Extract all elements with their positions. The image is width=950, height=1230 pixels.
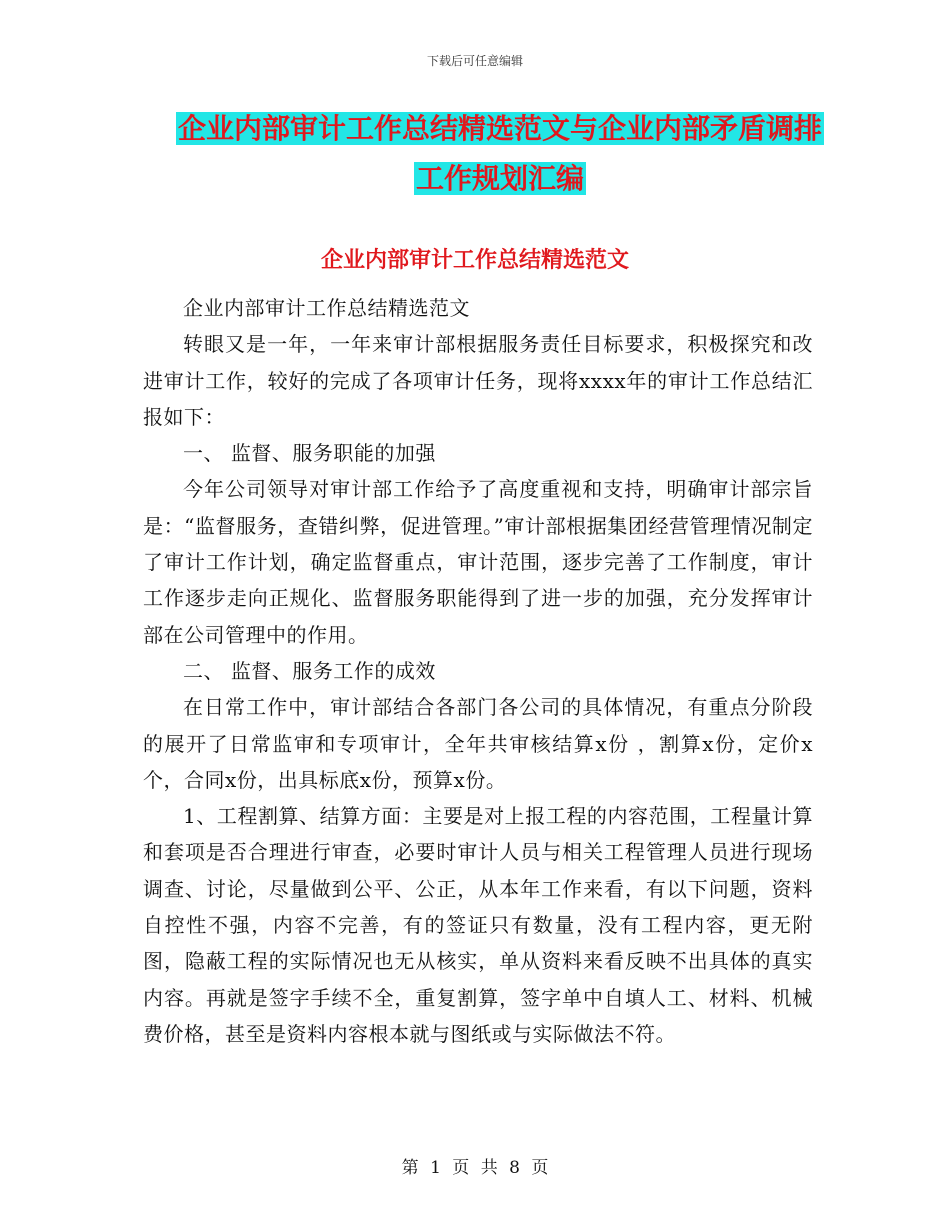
main-title-line-1: 企业内部审计工作总结精选范文与企业内部矛盾调排 bbox=[177, 112, 822, 145]
paragraph-heading: 一、 监督、服务职能的加强 bbox=[183, 441, 436, 466]
paragraph: 今年公司领导对审计部工作给予了高度重视和支持，明确审计部宗旨是：“监督服务，查错纠弊，促进管理。”审计部根据集团经营管理情况制定了审计工作计划，确定监督重点，审计范围，逐步完善了工作制度，审计工作逐步走向正规化、监督服务职能得到了进一步的加强，充分发挥审计部在公司管理中的作用。 bbox=[143, 477, 813, 647]
page-footer: 第 1 页 共 8 页 bbox=[401, 1158, 549, 1178]
document-body bbox=[143, 290, 813, 1052]
main-title-line-2: 工作规划汇编 bbox=[415, 162, 584, 195]
paragraph: 转眼又是一年，一年来审计部根据服务责任目标要求，积极探究和改进审计工作，较好的完成了各项审计任务，现将xxxx年的审计工作总结汇报如下： bbox=[143, 332, 813, 429]
paragraph: 在日常工作中，审计部结合各部门各公司的具体情况，有重点分阶段的展开了日常监审和专项审计，全年共审核结算x份 ，割算x份，定价x个，合同x份，出具标底x份，预算x份。 bbox=[143, 695, 813, 792]
paragraph: 1、工程割算、结算方面：主要是对上报工程的内容范围，工程量计算和套项是否合理进行审查，必要时审计人员与相关工程管理人员进行现场调查、讨论，尽量做到公平、公正，从本年工作来看，有以下问题，资料自控性不强，内容不完善，有的签证只有数量，没有工程内容，更无附图，隐蔽工程的实际情况也无从核实，单从资料来看反映不出具体的真实内容。再就是签字手续不全，重复割算，签字单中自填人工、材料、机械费价格，甚至是资料内容根本就与图纸或与实际做法不符。 bbox=[143, 804, 813, 1046]
header-note: 下载后可任意编辑 bbox=[426, 54, 523, 68]
paragraph: 企业内部审计工作总结精选范文 bbox=[183, 296, 470, 320]
paragraph-heading: 二、 监督、服务工作的成效 bbox=[183, 658, 436, 683]
section-title: 企业内部审计工作总结精选范文 bbox=[320, 248, 629, 273]
main-title bbox=[150, 104, 850, 204]
